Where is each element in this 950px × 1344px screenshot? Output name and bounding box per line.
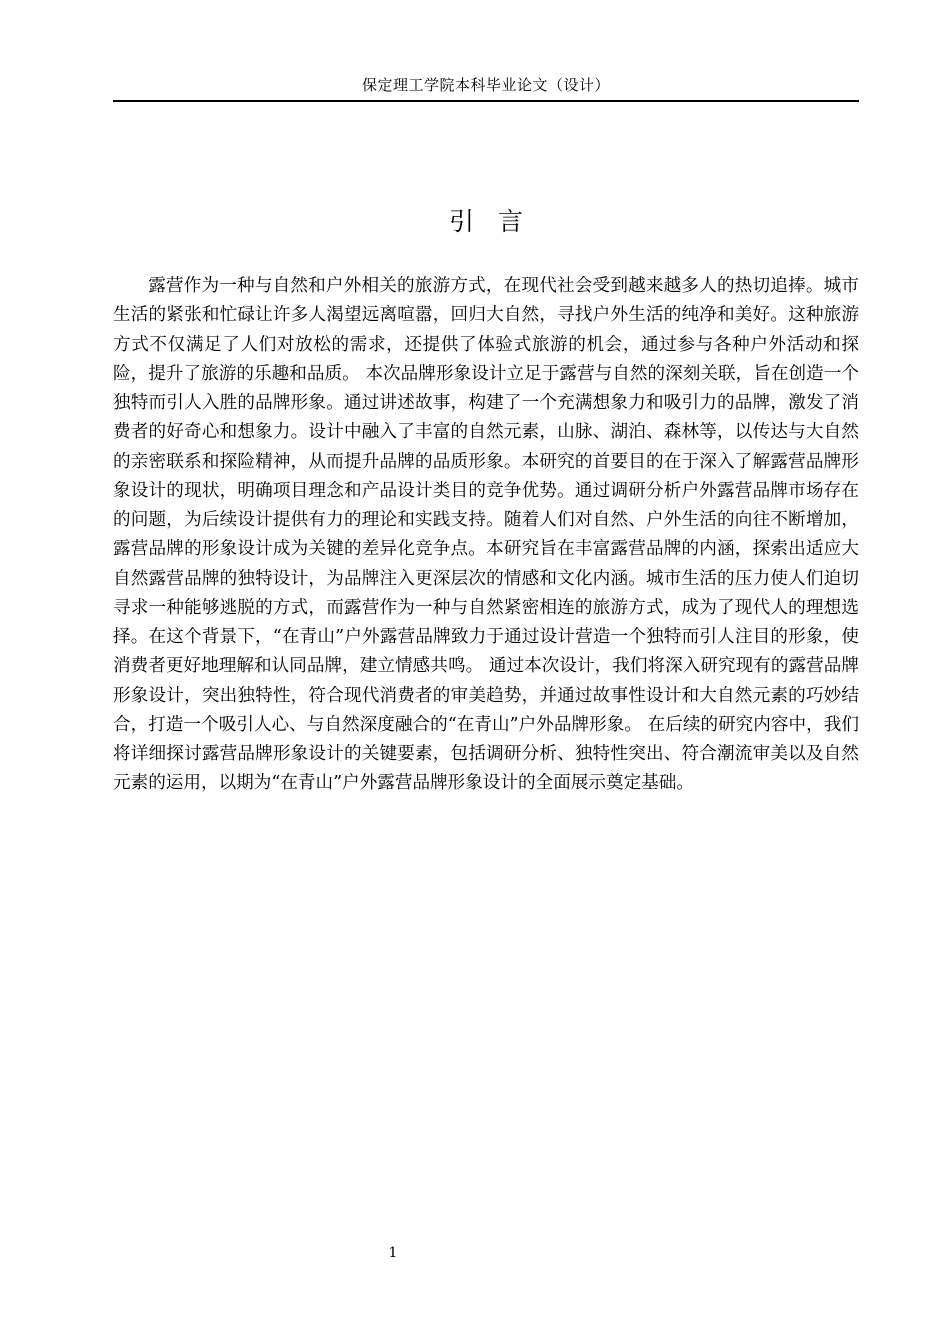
page-number: 1 (388, 1245, 398, 1261)
body-paragraph: 露营作为一种与自然和户外相关的旅游方式，在现代社会受到越来越多人的热切追捧。城市生活的紧张和忙碌让许多人渴望远离喧嚣，回归大自然，寻找户外生活的纯净和美好。这种旅游方式不仅满足了人们对放松的需求，还提供了体验式旅游的机会，通过参与各种户外活动和探险，提升了旅游的乐趣和品质。 本次品牌形象设计立足于露营与自然的深刻关联，旨在创造一个独特而引人入胜的品牌形象。通过讲述故事，构建了一个充满想象力和吸引力的品牌，激发了消费者的好奇心和想象力。设计中融入了丰富的自然元素，山脉、湖泊、森林等，以传达与大自然的亲密联系和探险精神，从而提升品牌的品质形象。本研究的首要目的在于深入了解露营品牌形象设计的现状，明确项目理念和产品设计类目的竞争优势。通过调研分析户外露营品牌市场存在的问题，为后续设计提供有力的理论和实践支持。随着人们对自然、户外生活的向往不断增加，露营品牌的形象设计成为关键的差异化竞争点。本研究旨在丰富露营品牌的内涵，探索出适应大自然露营品牌的独特设计，为品牌注入更深层次的情感和文化内涵。城市生活的压力使人们迫切寻求一种能够逃脱的方式，而露营作为一种与自然紧密相连的旅游方式，成为了现代人的理想选择。在这个背景下，“在青山”户外露营品牌致力于通过设计营造一个独特而引人注目的形象，使消费者更好地理解和认同品牌，建立情感共鸣。 通过本次设计，我们将深入研究现有的露营品牌形象设计，突出独特性，符合现代消费者的审美趋势，并通过故事性设计和大自然元素的巧妙结合，打造一个吸引人心、与自然深度融合的“在青山”户外品牌形象。 在后续的研究内容中，我们将详细探讨露营品牌形象设计的关键要素，包括调研分析、独特性突出、符合潮流审美以及自然元素的运用，以期为“在青山”户外露营品牌形象设计的全面展示奠定基础。 (113, 276, 859, 794)
header-title: 保定理工学院本科毕业论文（设计） (361, 76, 610, 94)
page-header (113, 74, 859, 102)
section-title: 引言 (448, 207, 547, 236)
